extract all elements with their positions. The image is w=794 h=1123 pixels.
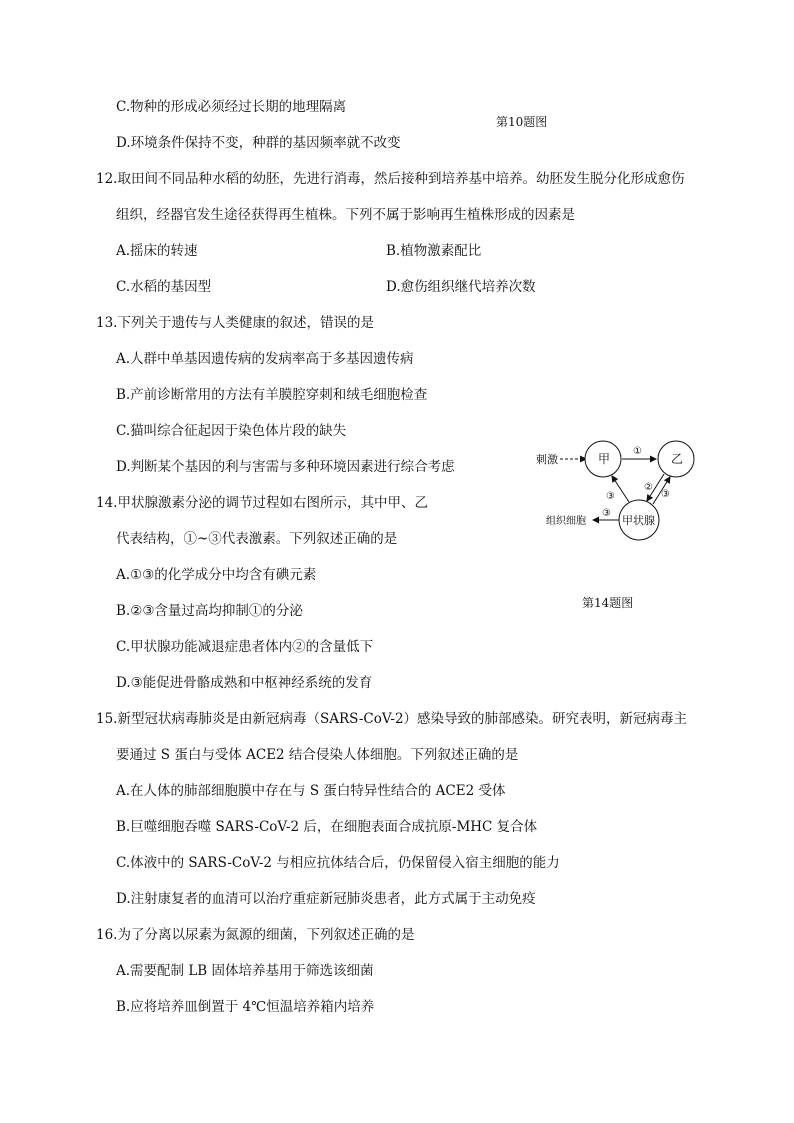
arrow-3-to-jia-label: ③ [606,491,615,502]
q15-option-a: A.在人体的肺部细胞膜中存在与 S 蛋白特异性结合的 ACE2 受体 [116,783,506,799]
fig10-caption: 第10题图 [496,115,548,129]
arrow-3-to-yi-label: ③ [661,489,670,500]
arrow-2-label: ② [644,482,653,493]
q16-option-a: A.需要配制 LB 固体培养基用于筛选该细菌 [116,963,374,979]
q13-stem: 13.下列关于遗传与人类健康的叙述，错误的是 [96,315,374,331]
arrow-1-label: ① [633,446,642,457]
q15-stem-line1: 15.新型冠状病毒肺炎是由新冠病毒（SARS-CoV-2）感染导致的肺部感染。研究表明，新冠病毒主 [96,711,688,727]
q12-option-d: D.愈伤组织继代培养次数 [386,279,536,295]
q13-option-b: B.产前诊断常用的方法有羊膜腔穿刺和绒毛细胞检查 [116,387,428,403]
q11-option-c: C.物种的形成必须经过长期的地理隔离 [116,99,347,115]
q13-option-c: C.猫叫综合征起因于染色体片段的缺失 [116,423,347,439]
q14-option-a: A.①③的化学成分中均含有碘元素 [116,567,317,583]
q12-option-c: C.水稻的基因型 [116,279,212,295]
q14-stem-line2: 代表结构，①~③代表激素。下列叙述正确的是 [116,531,398,547]
q16-stem: 16.为了分离以尿素为氮源的细菌，下列叙述正确的是 [96,927,415,943]
q14-option-d: D.③能促进骨骼成熟和中枢神经系统的发育 [116,675,373,691]
node-jia-label: 甲 [598,452,611,466]
q15-stem-line2: 要通过 S 蛋白与受体 ACE2 结合侵染人体细胞。下列叙述正确的是 [116,747,519,763]
q13-option-a: A.人群中单基因遗传病的发病率高于多基因遗传病 [116,351,414,367]
stimulus-label: 刺激 [536,453,558,466]
q15-option-d: D.注射康复者的血清可以治疗重症新冠肺炎患者，此方式属于主动免疫 [116,891,536,907]
fig14-caption: 第14题图 [582,596,634,610]
tissue-cell-label: 组织细胞 [546,516,586,527]
q15-option-b: B.巨噬细胞吞噬 SARS-CoV-2 后，在细胞表面合成抗原-MHC 复合体 [116,819,538,835]
q14-stem-line1: 14.甲状腺激素分泌的调节过程如右图所示，其中甲、乙 [96,495,428,511]
node-thyroid-label: 甲状腺 [622,514,655,527]
q14-option-c: C.甲状腺功能减退症患者体内②的含量低下 [116,639,374,655]
q14-option-b: B.②③含量过高均抑制①的分泌 [116,603,303,619]
thyroid-regulation-diagram [526,432,706,544]
q16-option-b: B.应将培养皿倒置于 4℃恒温培养箱内培养 [116,999,375,1015]
q11-option-d: D.环境条件保持不变，种群的基因频率就不改变 [116,135,401,151]
q15-option-c: C.体液中的 SARS-CoV-2 与相应抗体结合后，仍保留侵入宿主细胞的能力 [116,855,560,871]
arrow-3-to-tissue-label: ③ [602,508,611,519]
q12-option-a: A.摇床的转速 [116,243,198,259]
q12-option-b: B.植物激素配比 [386,243,482,259]
q12-stem-line2: 组织，经器官发生途径获得再生植株。下列不属于影响再生植株形成的因素是 [116,207,575,223]
q12-stem-line1: 12.取田间不同品种水稻的幼胚，先进行消毒，然后接种到培养基中培养。幼胚发生脱分化形成愈伤 [96,171,685,187]
q13-option-d: D.判断某个基因的利与害需与多种环境因素进行综合考虑 [116,459,455,475]
node-yi-label: 乙 [671,452,684,466]
